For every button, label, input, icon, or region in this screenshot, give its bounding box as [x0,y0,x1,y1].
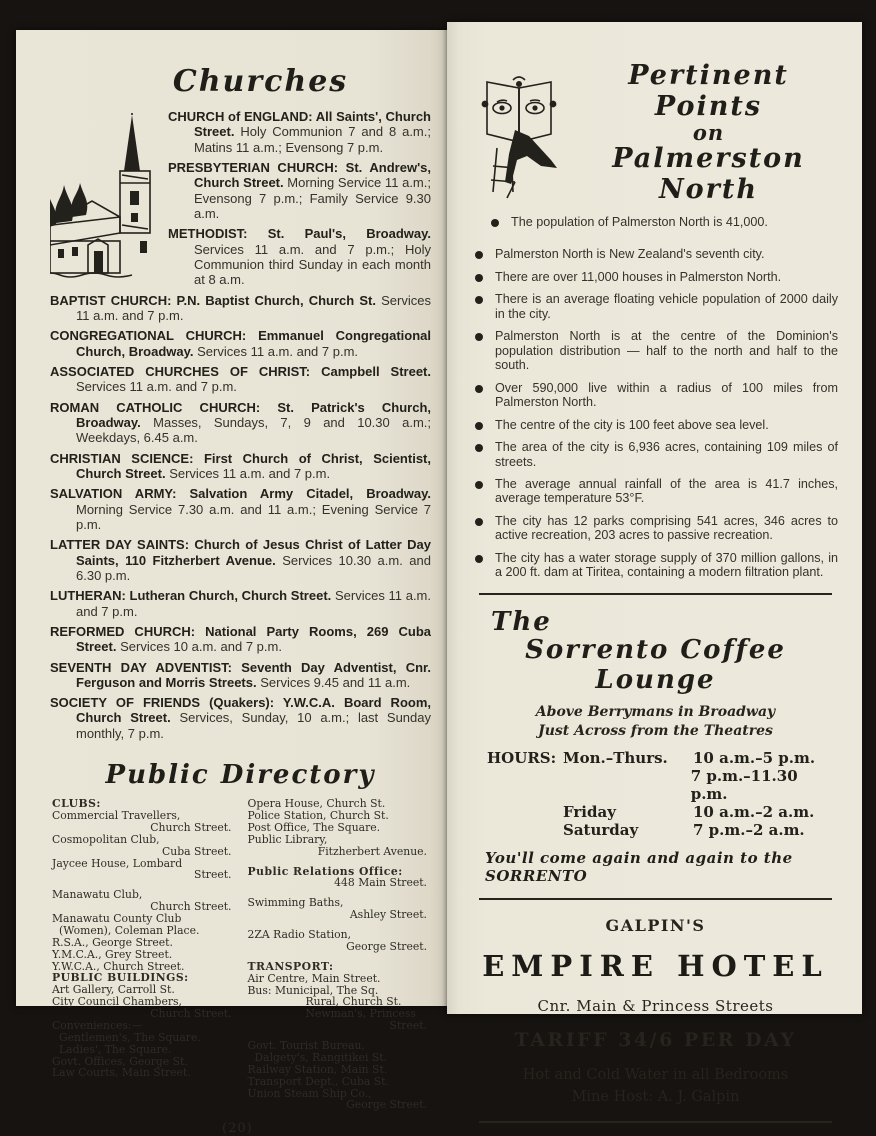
church-entry-name: SEVENTH DAY ADVENTIST: Seventh Day Adventist, Cnr. Ferguson and Morris Streets. [50,659,431,690]
church-entry-details: Morning Service 11 a.m.; Evensong 7 p.m.; Family Service 9.30 a.m. [194,175,431,221]
bullet-item [473,440,838,469]
church-entry-name: SALVATION ARMY: Salvation Army Citadel, Broadway. [50,486,431,502]
church-illustration [50,113,188,281]
directory-line: City Council Chambers, [52,995,182,1009]
page-number: (20) [222,1121,253,1136]
bullet-icon [475,274,483,282]
hours-day: Mon.–Thurs. [563,748,668,767]
church-entry-name: REFORMED CHURCH: National Party Rooms, 269 Cuba Street. [50,623,431,655]
directory-line: Public Library, [247,832,328,846]
directory-line: Church Street. [150,1007,232,1021]
pertinent-title-line3: Palmerston North [612,143,805,206]
church-entry [50,364,431,395]
church-entry [50,624,431,655]
directory-line: Bus: Municipal, The Sq. [247,983,379,997]
church-entry [50,400,431,446]
section-divider [479,898,832,900]
directory-line: Gentlemen's, The Square. [59,1030,201,1044]
bullet-icon [475,422,483,430]
directory-line: 448 Main Street. [334,876,427,890]
directory-line: George Street. [346,939,427,953]
church-entry-details: Services 11 a.m. and 7 p.m. [76,379,237,395]
church-entry-name: SOCIETY OF FRIENDS (Quakers): Y.W.C.A. Board Room, Church Street. [50,695,431,726]
directory-line: Conveniences:— [52,1018,143,1032]
bullet-icon [475,555,483,563]
church-entry-details: Services 11 a.m. and 7 p.m. [76,292,431,323]
bullet-text: Palmerston North is at the centre of the Dominion's population distribution — half to the north and half to the south. [495,328,838,373]
hours-row [487,749,838,767]
directory-line: Cuba Street. [162,844,232,858]
empire-hotel-ad [473,916,838,1109]
church-entry-name: METHODIST: St. Paul's, Broadway. [168,226,431,242]
hours-day: Saturday [563,820,639,839]
church-entry-name: LATTER DAY SAINTS: Church of Jesus Christ of Latter Day Saints, 110 Fitzherbert Avenue. [50,537,431,568]
directory-line: Fitzherbert Avenue. [317,844,427,858]
hotel-host-line: Mine Host: A. J. Galpin [571,1088,740,1105]
hours-day: Friday [563,802,616,821]
hotel-feature-line: Hot and Cold Water in all Bedrooms [522,1066,789,1083]
bullet-item [473,329,838,373]
public-directory [52,798,431,1111]
directory-right-column [248,798,432,1111]
bullet-text: The city has 12 parks comprising 541 acres, 346 acres to active recreation, 203 acres to passive recreation. [495,513,838,543]
bullet-item [473,514,838,543]
directory-line: Railway Station, Main St. [247,1062,388,1076]
bullet-icon [475,385,483,393]
church-entry [50,588,431,619]
directory-line: Transport Dept., Cuba St. [247,1074,389,1088]
section-divider [479,1121,832,1123]
church-entry-details: Services 11 a.m. and 7 p.m. [169,465,331,481]
directory-line: Commercial Travellers, [52,809,181,823]
directory-line: Street. [194,868,232,882]
sorrento-tagline: You'll come again and again to the SORRENTO [485,848,793,885]
directory-line: Govt. Offices, George St. [52,1054,188,1068]
directory-line: Newman's, Princess [305,1007,416,1021]
church-entry-details: Morning Service 7.30 a.m. and 11 a.m.; Evening Service 7 p.m. [76,501,431,532]
directory-line: Ladies', The Square. [59,1042,172,1056]
bullet-item [473,247,838,262]
left-page [16,30,447,1136]
directory-line: Opera House, Church St. [247,797,386,811]
directory-left-column [52,798,236,1111]
directory-line: Art Gallery, Carroll St. [52,983,175,997]
bullet-text: The city has a water storage supply of 370 million gallons, in a 200 ft. dam at Tiritea, containing a modern filtration plant. [495,550,838,580]
hours-row [487,821,838,839]
bullet-text: The average annual rainfall of the area is 41.7 inches, average temperature 53°F. [495,476,838,506]
bullet-icon [475,481,483,489]
directory-line: Police Station, Church St. [247,809,389,823]
church-entry-name: LUTHERAN: Lutheran Church, Church Street. [50,588,332,604]
hours-day [562,767,691,803]
hotel-tariff: TARIFF 34/6 PER DAY [514,1028,797,1051]
pertinent-bullet-list [473,247,838,580]
directory-line: Cosmopolitan Club, [52,832,160,846]
pertinent-points-header [473,60,838,237]
hours-label [487,803,563,821]
church-entry-details: Services 11 a.m. and 7 p.m.; Holy Communion third Sunday in each month at 8 a.m. [194,241,431,288]
hotel-owner: GALPIN'S [605,915,706,935]
church-entry [50,486,431,532]
directory-title: Public Directory [105,760,376,791]
directory-line: Govt. Tourist Bureau, [247,1039,365,1053]
bullet-icon [491,219,499,227]
church-entry-name: ROMAN CATHOLIC CHURCH: St. Patrick's Church, Broadway. [50,399,431,430]
directory-line: Y.M.C.A., Grey Street. [52,947,173,961]
church-entry-name: BAPTIST CHURCH: P.N. Baptist Church, Church St. [50,292,376,308]
bullet-item [473,477,838,506]
sorrento-hours [487,749,838,839]
church-entry-details: Services 11 a.m. and 7 p.m. [76,588,431,619]
sorrento-subtitle2: Just Across from the Theatres [538,723,773,740]
bullet-item [473,418,838,433]
church-entry-details: Services, Sunday, 10 a.m.; last Sunday monthly, 7 p.m. [76,710,431,741]
directory-line: Church Street. [150,900,232,914]
bullet-item [489,215,771,230]
bullet-text: There are over 11,000 houses in Palmerston North. [495,269,782,284]
directory-line: Manawatu County Club [52,912,182,926]
churches-title: Churches [172,64,349,99]
directory-line: R.S.A., George Street. [52,935,173,949]
directory-line: Post Office, The Square. [247,820,381,834]
hours-time: 10 a.m.–5 p.m. [693,748,816,767]
directory-line: 2ZA Radio Station, [247,928,352,942]
directory-line: Ashley Street. [349,908,427,922]
directory-line: (Women), Coleman Place. [59,923,200,937]
sorrento-title-line2: Sorrento Coffee Lounge [525,635,786,696]
sorrento-subtitle1: Above Berrymans in Broadway [535,704,776,721]
right-page [447,22,862,1105]
hours-time: 10 a.m.–2 a.m. [693,802,815,821]
hotel-address: Cnr. Main & Princess Streets [537,996,774,1015]
bullet-icon [475,518,483,526]
church-entry-details: Services 11 a.m. and 7 p.m. [197,343,359,359]
reading-figure-icon [477,64,569,204]
directory-line: Air Centre, Main Street. [247,971,381,985]
church-entry-details: Masses, Sundays, 7, 9 and 10.30 a.m.; Weekdays, 6.45 a.m. [76,414,431,446]
directory-line: Street. [389,1019,427,1033]
church-entry-details: Services 9.45 and 11 a.m. [260,674,411,690]
directory-line: Rural, Church St. [305,995,402,1009]
hours-label: HOURS: [487,748,557,767]
directory-line: George Street. [346,1098,427,1112]
hours-time: 7 p.m.–11.30 p.m. [690,766,798,803]
church-entry [50,293,431,324]
bullet-item [473,270,838,285]
church-entry-details: Services 10 a.m. and 7 p.m. [120,639,282,655]
bullet-icon [475,296,483,304]
directory-line: Church Street. [150,820,232,834]
hours-row [487,767,838,803]
bullet-text: Palmerston North is New Zealand's seventh city. [495,247,765,262]
church-entry-details: Holy Communion 7 and 8 a.m.; Matins 11 a.m.; Evensong 7 p.m. [194,124,431,155]
directory-line: Public Relations Office: [247,864,403,878]
churches-section [50,109,431,746]
hours-rows [487,749,838,839]
bullet-item [473,381,838,410]
hours-label [487,767,562,803]
bullet-icon [475,333,483,341]
church-entry [50,328,431,359]
bullet-icon [475,444,483,452]
bullet-text: The population of Palmerston North is 41,000. [511,215,768,230]
hours-label [487,821,563,839]
hours-time: 7 p.m.–2 a.m. [693,820,805,839]
directory-line: Law Courts, Main Street. [52,1066,191,1080]
bullet-text: The centre of the city is 100 feet above sea level. [495,417,769,432]
bullet-text: There is an average floating vehicle population of 2000 daily in the city. [495,291,838,321]
church-entry [50,451,431,482]
church-entry-name: PRESBYTERIAN CHURCH: St. Andrew's, Church Street. [168,159,431,191]
church-entry [50,695,431,741]
church-entry-name: CHRISTIAN SCIENCE: First Church of Christ, Scientist, Church Street. [50,450,431,481]
sorrento-title-line1: The [491,607,552,638]
bullet-item [473,292,838,321]
bullet-text: The area of the city is 6,936 acres, containing 109 miles of streets. [495,439,838,469]
directory-line: CLUBS: [52,797,101,811]
church-entry-name: CONGREGATIONAL CHURCH: Emmanuel Congregational Church, Broadway. [50,328,431,359]
bullet-item [473,551,838,580]
pertinent-title-line1: Pertinent Points [628,60,789,123]
bullet-icon [475,251,483,259]
directory-line: Swimming Baths, [247,896,344,910]
directory-line: Y.W.C.A., Church Street. [52,959,185,973]
church-entry [50,537,431,583]
section-divider [479,593,832,595]
directory-line: Manawatu Club, [52,888,143,902]
church-entry-name: CHURCH of ENGLAND: All Saints', Church Street. [168,109,431,140]
directory-line: Jaycee House, Lombard [52,856,183,870]
hours-row [487,803,838,821]
sorrento-section [473,607,838,885]
church-entry-details: Services 10.30 a.m. and 6.30 p.m. [76,552,431,583]
directory-line: PUBLIC BUILDINGS: [52,971,189,985]
church-entry [50,660,431,691]
directory-line: Dalgety's, Rangitikei St. [254,1050,388,1064]
directory-line: Union Steam Ship Co., [247,1086,372,1100]
bullet-text: Over 590,000 live within a radius of 100 miles from Palmerston North. [495,380,838,410]
pertinent-title-line2: on [692,120,725,146]
directory-line: TRANSPORT: [247,959,334,973]
hotel-name: EMPIRE HOTEL [482,948,829,983]
church-entry-name: ASSOCIATED CHURCHES OF CHRIST: Campbell Street. [50,363,431,379]
